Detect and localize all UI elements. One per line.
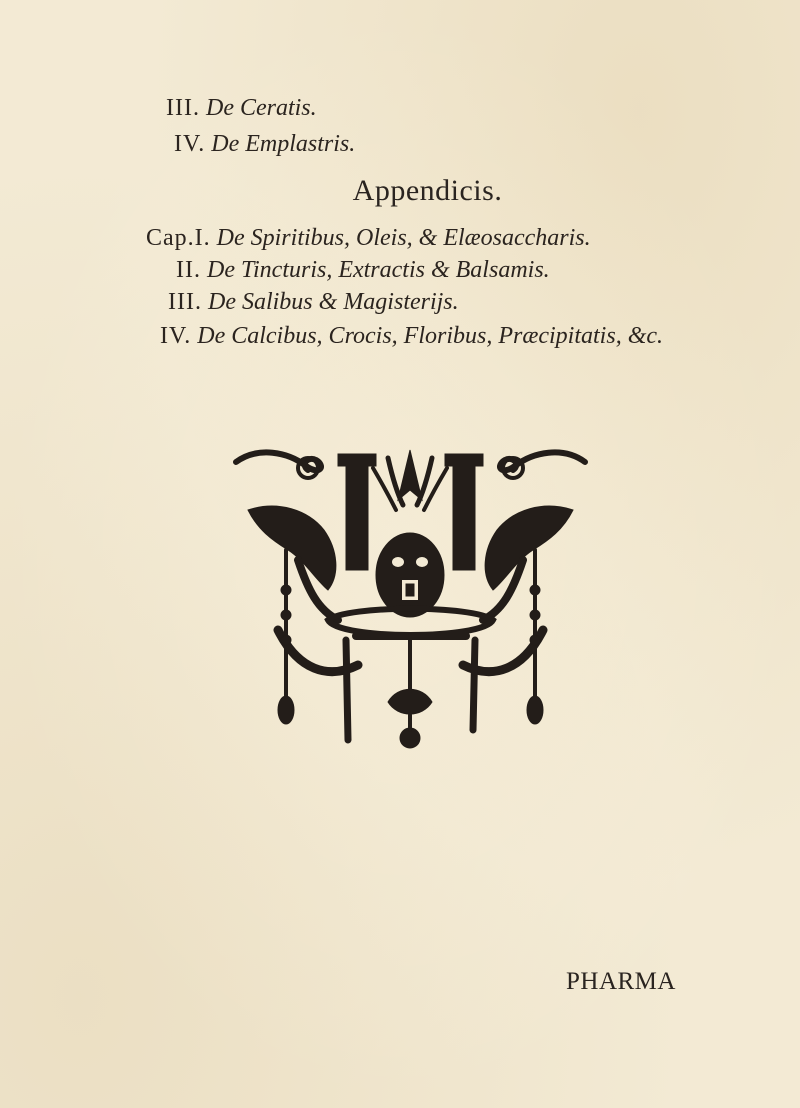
catchword: PHARMA [566, 968, 676, 995]
toc-title: De Ceratis. [205, 95, 317, 121]
grotesque-ornament-icon [228, 440, 593, 758]
appendix-heading: Appendicis. [352, 174, 503, 207]
chapter-title: De Tincturis, Extractis & Balsamis. [206, 257, 550, 283]
chapter-line-1 [146, 224, 591, 252]
chapter-line-2 [176, 256, 550, 284]
chapter-title: De Salibus & Magisterijs. [207, 289, 459, 315]
chapter-number: II. [176, 257, 201, 283]
chapter-number: Cap.I. [146, 225, 211, 251]
toc-line-iv [174, 130, 355, 158]
chapter-title: De Spiritibus, Oleis, & Elæosaccharis. [216, 225, 591, 251]
toc-number: IV. [174, 131, 206, 157]
toc-title: De Emplastris. [211, 131, 356, 157]
chapter-number: III. [168, 289, 202, 315]
toc-line-iii [166, 94, 317, 122]
chapter-line-4 [160, 322, 663, 350]
chapter-number: IV. [160, 323, 192, 349]
chapter-line-3 [168, 288, 459, 316]
chapter-title: De Calcibus, Crocis, Floribus, Præcipitatis, &c. [197, 323, 664, 349]
toc-number: III. [166, 95, 200, 121]
